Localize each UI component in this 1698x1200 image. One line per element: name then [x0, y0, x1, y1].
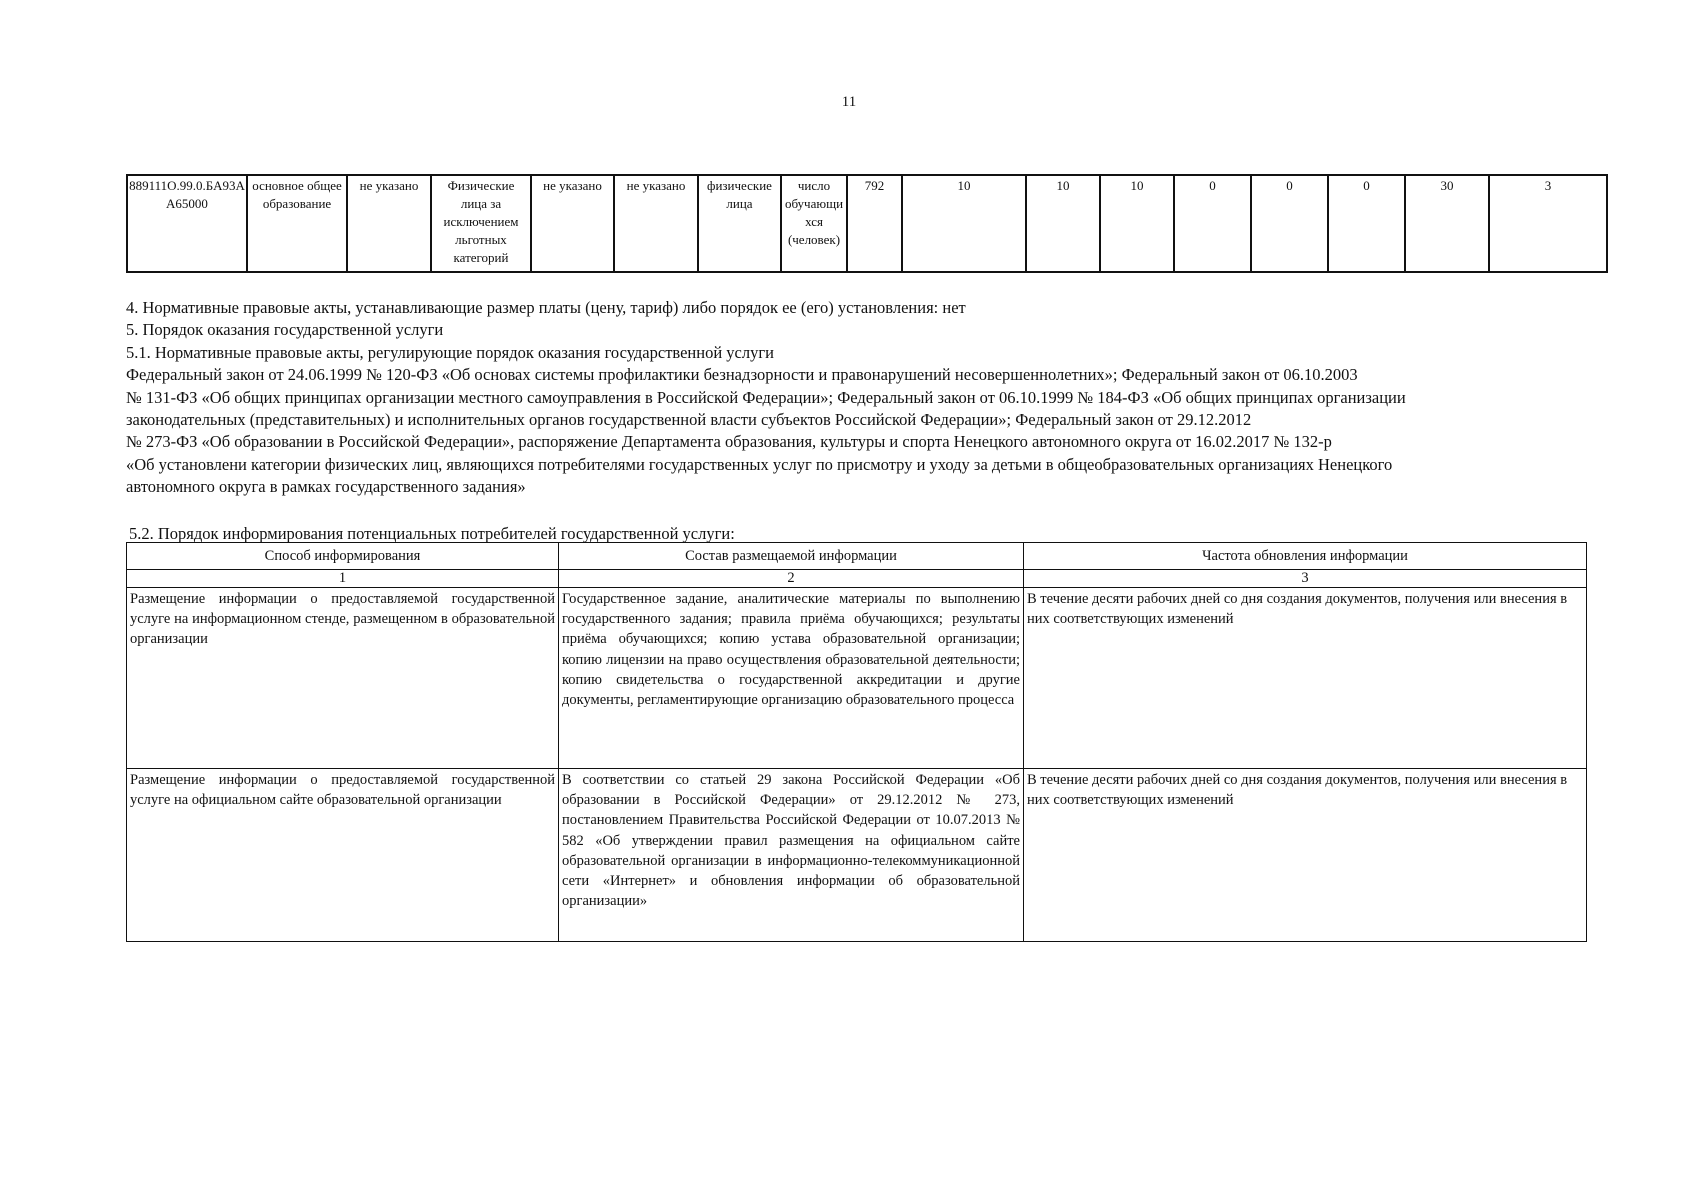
- column-number: 2: [559, 570, 1024, 588]
- column-header: Состав размещаемой информации: [559, 543, 1024, 570]
- section-5-2-title: 5.2. Порядок информирования потенциальных потребителей государственной услуги:: [129, 524, 735, 543]
- legal-acts-line: № 131-ФЗ «Об общих принципах организации местного самоуправления в Российской Федерации»; Федеральный закон от 06.10.1999 № 184-ФЗ «Об общих принципах организации: [126, 387, 1406, 407]
- legal-acts-line: «Об установлени категории физических лиц, являющихся потребителями государственных услуг по присмотру и уходу за детьми в общеобразовательных организациях Ненецкого: [126, 454, 1393, 474]
- column-number: 3: [1024, 570, 1587, 588]
- table-row: [127, 588, 1587, 769]
- section-5-title: 5. Порядок оказания государственной услуги: [126, 320, 444, 340]
- table-cell: 0: [1251, 175, 1328, 272]
- frequency-cell: В течение десяти рабочих дней со дня создания документов, получения или внесения в них соответствующих изменений: [1024, 769, 1587, 942]
- table-cell: не указано: [614, 175, 698, 272]
- table-cell: не указано: [347, 175, 431, 272]
- legal-acts-line: Федеральный закон от 24.06.1999 № 120-ФЗ «Об основах системы профилактики безнадзорности и правонарушений несовершеннолетних»; Федеральный закон от 06.10.2003: [126, 365, 1358, 385]
- column-header: Способ информирования: [127, 543, 559, 570]
- content-cell: Государственное задание, аналитические материалы по выполнению государственного задания; правила приёма обучающихся; результаты приёма обучающихся; копию устава образовательной организации; копию лицензии на право осуществления образовательной деятельности; копию свидетельства о государственной аккредитации и другие документы, регламентирующие организацию образовательного процесса: [559, 588, 1024, 769]
- table-cell: 0: [1328, 175, 1405, 272]
- table-row: [127, 769, 1587, 942]
- method-cell: Размещение информации о предоставляемой государственной услуге на официальном сайте образовательной организации: [127, 769, 559, 942]
- table-cell: 30: [1405, 175, 1489, 272]
- legal-acts-line: законодательных (представительных) и исполнительных органов государственной власти субъектов Российской Федерации»; Федеральный закон от 29.12.2012: [126, 410, 1252, 430]
- method-cell: Размещение информации о предоставляемой государственной услуге на информационном стенде, размещенном в образовательной организации: [127, 588, 559, 769]
- indicators-table: [126, 174, 1608, 273]
- table-cell: 10: [1100, 175, 1174, 272]
- legal-acts-line: № 273-ФЗ «Об образовании в Российской Федерации», распоряжение Департамента образования, культуры и спорта Ненецкого автономного округа от 16.02.2017 № 132-р: [126, 432, 1332, 452]
- table-cell: физические лица: [698, 175, 781, 272]
- table-cell: 3: [1489, 175, 1607, 272]
- content-cell: В соответствии со статьей 29 закона Российской Федерации «Об образовании в Российской Федерации» от 29.12.2012 № 273, постановлением Правительства Российской Федерации от 10.07.2013 № 582 «Об утверждении правил размещения на официальном сайте образовательной организации в информационно-телекоммуникационной сети «Интернет» и обновления информации об образовательной организации»: [559, 769, 1024, 942]
- column-header: Частота обновления информации: [1024, 543, 1587, 570]
- informing-table: [126, 542, 1587, 942]
- column-number: 1: [127, 570, 559, 588]
- table-cell: Физические лица за исключением льготных категорий: [431, 175, 531, 272]
- section-5-1-title: 5.1. Нормативные правовые акты, регулирующие порядок оказания государственной услуги: [126, 342, 774, 362]
- page-number: 11: [841, 94, 857, 110]
- table-row: [127, 175, 1607, 272]
- column-number-row: [127, 570, 1587, 588]
- table-cell: 0: [1174, 175, 1251, 272]
- legal-acts-line: автономного округа в рамках государственного задания»: [126, 477, 526, 497]
- table-cell: 10: [1026, 175, 1100, 272]
- legal-acts-text: [126, 297, 1576, 499]
- table-cell: 10: [902, 175, 1026, 272]
- table-header-row: [127, 543, 1587, 570]
- registry-number-cell: 889111О.99.0.БА93АА65000: [127, 175, 247, 272]
- table-cell: 792: [847, 175, 902, 272]
- section-4-text: 4. Нормативные правовые акты, устанавливающие размер платы (цену, тариф) либо порядок ее (его) установления: нет: [126, 298, 966, 317]
- table-cell: основное общее образование: [247, 175, 347, 272]
- table-cell: число обучающихся (человек): [781, 175, 847, 272]
- table-cell: не указано: [531, 175, 614, 272]
- frequency-cell: В течение десяти рабочих дней со дня создания документов, получения или внесения в них соответствующих изменений: [1024, 588, 1587, 769]
